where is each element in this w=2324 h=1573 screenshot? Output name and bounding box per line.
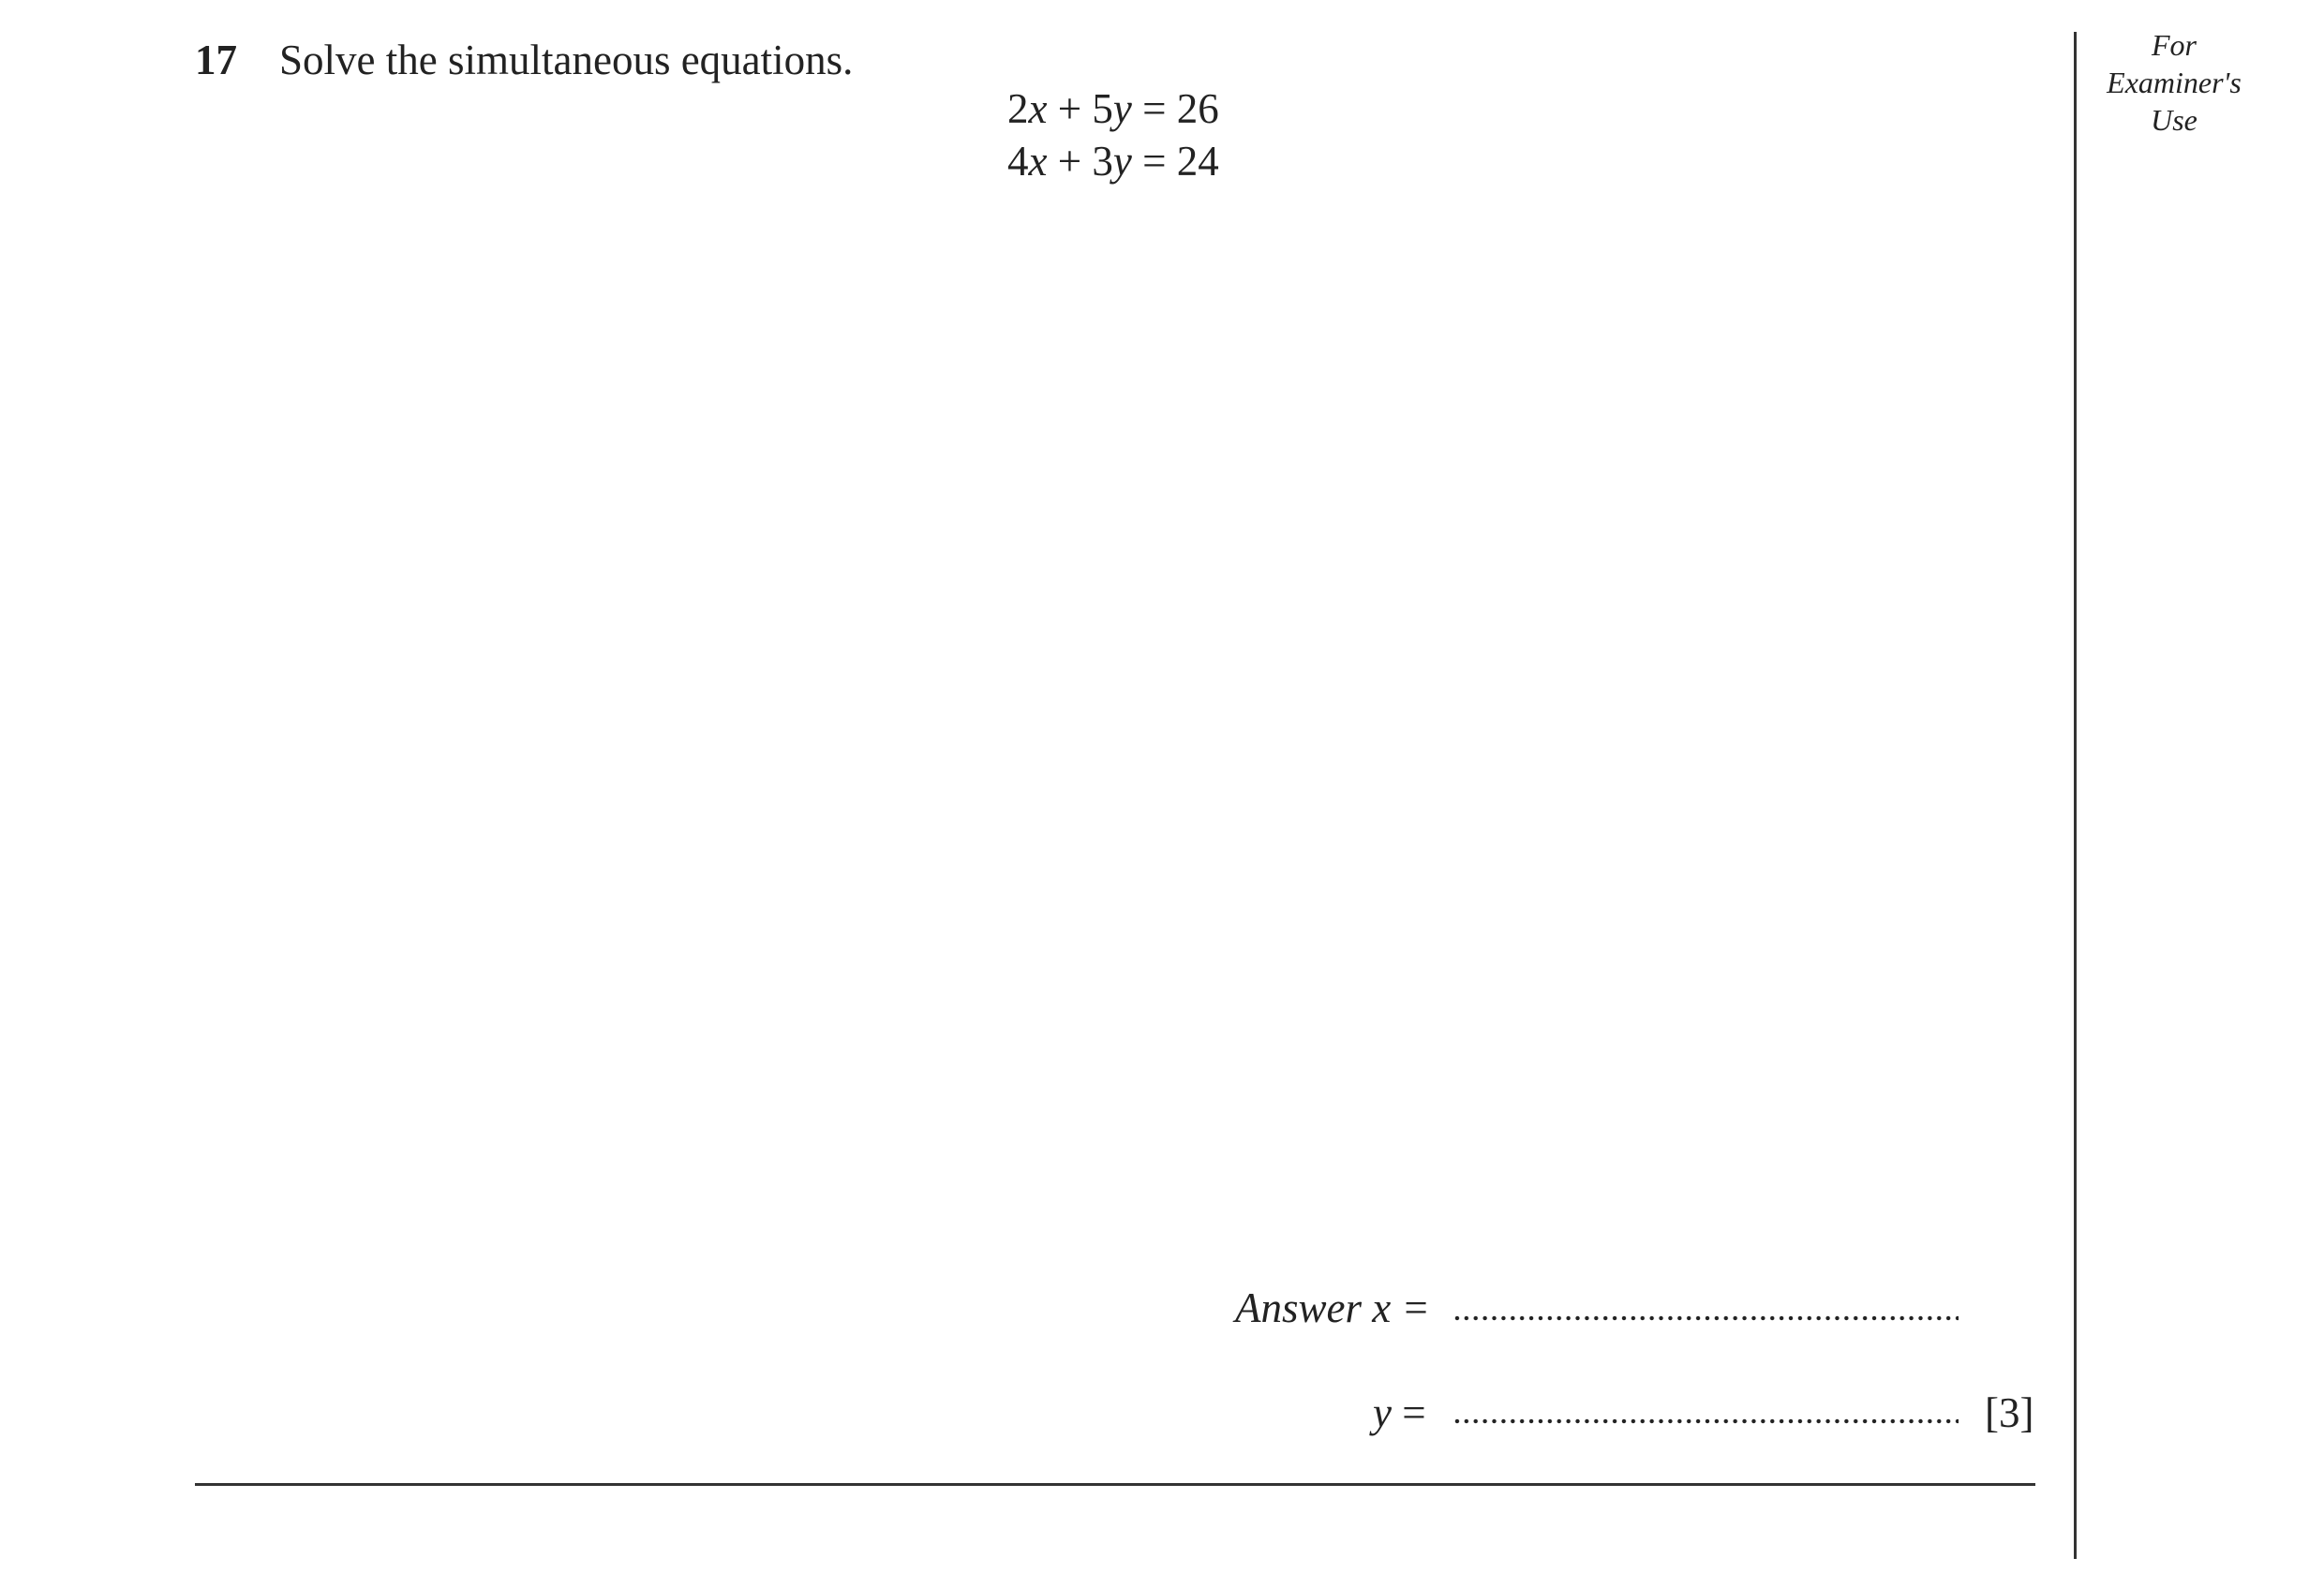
answer-y-equals: =: [1391, 1389, 1426, 1436]
examiner-line-3: Use: [2151, 103, 2197, 137]
question-end-rule: [195, 1483, 2035, 1486]
equation-2-rhs: = 24: [1131, 138, 1219, 185]
answer-y-field[interactable]: [1452, 1418, 1959, 1424]
equation-1-op: +: [1047, 85, 1093, 132]
answer-y-label: [1373, 1385, 1426, 1441]
equation-2-var-y: y: [1112, 138, 1132, 185]
equation-2-coef-y: 3: [1092, 138, 1113, 185]
equations-block: [1007, 82, 1219, 187]
question-number: 17: [195, 37, 237, 83]
marks-label: [3]: [1985, 1389, 2034, 1436]
equation-1-var-y: y: [1112, 85, 1132, 132]
equation-1: [1007, 82, 1219, 135]
equation-2-op: +: [1047, 138, 1093, 185]
equation-2: [1007, 135, 1219, 187]
equation-2-coef-x: 4: [1007, 138, 1029, 185]
equation-1-coef-y: 5: [1092, 85, 1113, 132]
equation-2-var-x: x: [1028, 138, 1048, 185]
equation-1-coef-x: 2: [1007, 85, 1029, 132]
examiner-margin-rule: [2074, 32, 2077, 1559]
equation-1-var-x: x: [1028, 85, 1048, 132]
examiner-line-1: For: [2152, 28, 2197, 62]
answer-x-field[interactable]: [1452, 1315, 1959, 1321]
answer-y-var: y: [1373, 1389, 1392, 1436]
examiner-line-2: Examiner's: [2107, 66, 2242, 99]
examiner-use-label: [2080, 26, 2268, 139]
question-text: Solve the simultaneous equations.: [279, 37, 854, 83]
equation-1-rhs: = 26: [1131, 85, 1219, 132]
answer-x-label: Answer x =: [1235, 1284, 1430, 1331]
